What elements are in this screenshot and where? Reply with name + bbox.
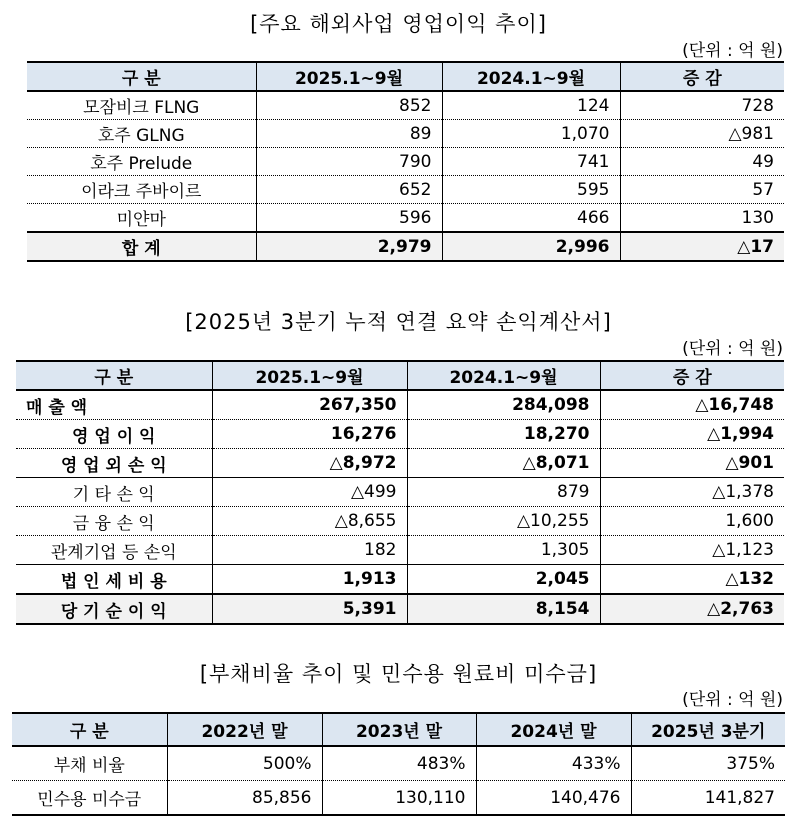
cell-value: △8,972 (212, 449, 407, 478)
cell-value: △1,994 (600, 420, 784, 449)
table-row (16, 449, 784, 478)
cell-value: 728 (620, 91, 784, 120)
header-2022: 2022년 말 (167, 713, 322, 746)
row-label: 영 업 이 익 (16, 420, 212, 449)
income-statement-table (16, 360, 784, 625)
row-label: 민수용 미수금 (12, 781, 167, 816)
row-label: 이라크 주바이르 (27, 176, 256, 204)
header-2024: 2024.1~9월 (407, 361, 600, 390)
cell-value: 182 (212, 536, 407, 565)
row-label: 법 인 세 비 용 (16, 565, 212, 595)
cell-value: 596 (256, 204, 442, 233)
table-row (16, 565, 784, 595)
cell-value: 267,350 (212, 390, 407, 420)
header-category: 구 분 (27, 62, 256, 91)
header-category: 구 분 (12, 713, 167, 746)
section1-title: [주요 해외사업 영업이익 추이] (250, 12, 547, 36)
cell-value: 89 (256, 120, 442, 148)
section1-unit: (단위 : 억 원) (682, 41, 783, 61)
cell-value: 284,098 (407, 390, 600, 420)
table-row (16, 536, 784, 565)
table-row (27, 148, 784, 176)
header-2025q3: 2025년 3분기 (631, 713, 785, 746)
row-label: 미얀마 (27, 204, 256, 233)
cell-value: 57 (620, 176, 784, 204)
cell-value: 18,270 (407, 420, 600, 449)
row-label: 부채 비율 (12, 746, 167, 781)
cell-value: 49 (620, 148, 784, 176)
table-row (27, 91, 784, 120)
row-label: 관계기업 등 손익 (16, 536, 212, 565)
table-row (16, 420, 784, 449)
cell-value: 130 (620, 204, 784, 233)
cell-value: 466 (442, 204, 620, 233)
cell-value: 85,856 (167, 781, 322, 816)
header-change: 증 감 (600, 361, 784, 390)
cell-value: 1,305 (407, 536, 600, 565)
cell-value: △981 (620, 120, 784, 148)
total-value: 5,391 (212, 594, 407, 624)
header-2024: 2024년 말 (476, 713, 631, 746)
total-value: 8,154 (407, 594, 600, 624)
row-label: 호주 GLNG (27, 120, 256, 148)
table-row (16, 478, 784, 507)
cell-value: 1,070 (442, 120, 620, 148)
header-2024: 2024.1~9월 (442, 62, 620, 91)
header-2025: 2025.1~9월 (212, 361, 407, 390)
cell-value: 375% (631, 746, 785, 781)
cell-value: 2,045 (407, 565, 600, 595)
total-value: 2,996 (442, 232, 620, 261)
total-row (27, 232, 784, 261)
row-label: 기 타 손 익 (16, 478, 212, 507)
overseas-profit-table (27, 61, 784, 262)
total-value: △2,763 (600, 594, 784, 624)
cell-value: 500% (167, 746, 322, 781)
cell-value: △132 (600, 565, 784, 595)
table-header-row (27, 62, 784, 91)
cell-value: △10,255 (407, 507, 600, 536)
row-label: 매 출 액 (16, 390, 212, 420)
header-change: 증 감 (620, 62, 784, 91)
cell-value: 16,276 (212, 420, 407, 449)
row-label: 영 업 외 손 익 (16, 449, 212, 478)
cell-value: 652 (256, 176, 442, 204)
row-label: 금 융 손 익 (16, 507, 212, 536)
total-value: △17 (620, 232, 784, 261)
row-label: 호주 Prelude (27, 148, 256, 176)
cell-value: 852 (256, 91, 442, 120)
cell-value: △499 (212, 478, 407, 507)
header-2025: 2025.1~9월 (256, 62, 442, 91)
cell-value: 140,476 (476, 781, 631, 816)
table-row (12, 781, 785, 816)
table-header-row (12, 713, 785, 746)
table-row (12, 746, 785, 781)
section2-unit: (단위 : 억 원) (682, 339, 783, 359)
section3-title: [부채비율 추이 및 민수용 원료비 미수금] (199, 662, 598, 686)
cell-value: 595 (442, 176, 620, 204)
cell-value: 879 (407, 478, 600, 507)
header-2023: 2023년 말 (322, 713, 476, 746)
section2-title: [2025년 3분기 누적 연결 요약 손익계산서] (185, 310, 612, 334)
cell-value: △8,071 (407, 449, 600, 478)
table-row (27, 204, 784, 233)
debt-ratio-table (12, 712, 785, 816)
cell-value: △1,378 (600, 478, 784, 507)
total-row (16, 594, 784, 624)
cell-value: 1,913 (212, 565, 407, 595)
table-header-row (16, 361, 784, 390)
table-row (27, 120, 784, 148)
cell-value: 741 (442, 148, 620, 176)
table-row (27, 176, 784, 204)
cell-value: △16,748 (600, 390, 784, 420)
cell-value: △8,655 (212, 507, 407, 536)
header-category: 구 분 (16, 361, 212, 390)
cell-value: 124 (442, 91, 620, 120)
section3-unit: (단위 : 억 원) (682, 690, 783, 710)
table-row (16, 507, 784, 536)
cell-value: 1,600 (600, 507, 784, 536)
cell-value: 141,827 (631, 781, 785, 816)
total-value: 2,979 (256, 232, 442, 261)
cell-value: 790 (256, 148, 442, 176)
total-label: 합 계 (27, 232, 256, 261)
cell-value: 433% (476, 746, 631, 781)
cell-value: 130,110 (322, 781, 476, 816)
cell-value: 483% (322, 746, 476, 781)
total-label: 당 기 순 이 익 (16, 594, 212, 624)
row-label: 모잠비크 FLNG (27, 91, 256, 120)
cell-value: △1,123 (600, 536, 784, 565)
table-row (16, 390, 784, 420)
cell-value: △901 (600, 449, 784, 478)
